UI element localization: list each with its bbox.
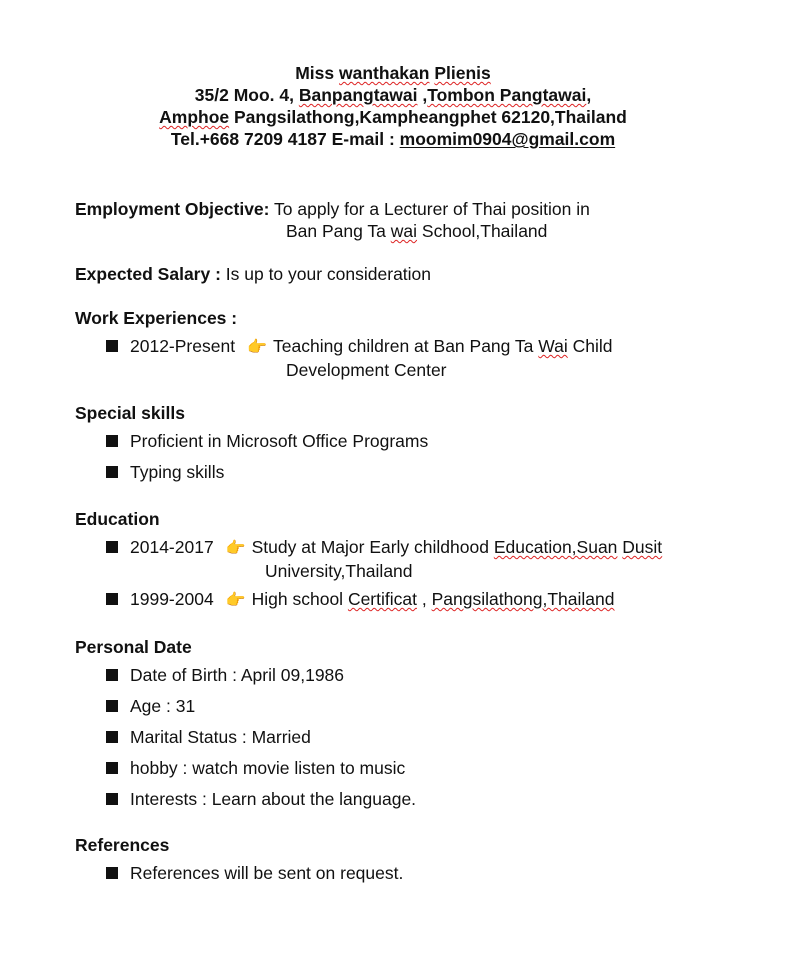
list-item: hobby : watch movie listen to music [106,757,405,779]
spell-flag: Certificat [347,589,417,609]
email-link[interactable]: moomim0904@gmail.com [399,129,616,149]
list-item: Typing skills [106,461,224,483]
square-bullet-icon [106,793,118,805]
salary-text: Is up to your consideration [220,264,432,284]
square-bullet-icon [106,731,118,743]
spell-flag: Education,Suan [493,537,618,557]
square-bullet-icon [106,867,118,879]
spell-flag: Plienis [434,63,491,83]
list-item: Interests : Learn about the language. [106,788,416,810]
square-bullet-icon [106,541,118,553]
spell-flag: Dusit [622,537,663,557]
list-item: Marital Status : Married [106,726,311,748]
spell-flag: wanthakan [339,63,430,83]
square-bullet-icon [106,762,118,774]
list-item: 1999-2004 👉 High school Certificat , Pangsilathong,Thailand [106,588,615,612]
personal-heading: Personal Date [75,637,192,657]
applicant-name: Miss wanthakan Plienis [295,63,491,83]
education-period: 2014-2017 [130,537,214,557]
square-bullet-icon [106,466,118,478]
list-item: Age : 31 [106,695,195,717]
education-period: 1999-2004 [130,589,214,609]
objective-label: Employment Objective: [75,199,270,219]
references-heading: References [75,835,170,855]
square-bullet-icon [106,669,118,681]
salary-label: Expected Salary : [75,264,221,284]
spell-flag: Wai [538,336,568,356]
spell-flag: Pangsilathong,Thailand [431,589,615,609]
contact-line: Tel.+668 7209 4187 E-mail : moomim0904@gmail.com [170,129,616,149]
salary-section [75,263,431,285]
list-item: References will be sent on request. [106,862,403,884]
pointing-hand-icon: 👉 [225,540,246,557]
list-item: Date of Birth : April 09,1986 [106,664,344,686]
square-bullet-icon [106,700,118,712]
work-heading: Work Experiences : [75,308,238,328]
spell-flag: Tombon Pangtawai [427,85,587,105]
pointing-hand-icon: 👉 [247,339,267,356]
square-bullet-icon [106,435,118,447]
spell-flag: Banpangtawai [298,85,418,105]
spell-flag: Amphoe [159,107,230,127]
resume-header [0,62,786,150]
list-item: Proficient in Microsoft Office Programs [106,430,428,452]
square-bullet-icon [106,593,118,605]
skills-heading: Special skills [75,403,185,423]
square-bullet-icon [106,340,118,352]
education-heading: Education [75,509,160,529]
list-item: 2012-Present 👉 Teaching children at Ban Pang Ta Wai Child [106,335,613,359]
work-continuation: Development Center [286,360,447,380]
list-item: 2014-2017 👉 Study at Major Early childhood Education,Suan Dusit [106,536,662,560]
address-line-1: 35/2 Moo. 4, Banpangtawai ,Tombon Pangtawai, [194,85,592,105]
objective-continuation: Ban Pang Ta wai School,Thailand [286,221,548,241]
spell-flag: wai [390,221,418,241]
education-continuation: University,Thailand [265,561,413,581]
work-period: 2012-Present [130,336,236,356]
objective-section [75,198,590,220]
address-line-2: Amphoe Pangsilathong,Kampheangphet 62120,Thailand [159,107,627,127]
objective-text: To apply for a Lecturer of Thai position in [269,199,590,219]
pointing-hand-icon: 👉 [225,592,246,609]
